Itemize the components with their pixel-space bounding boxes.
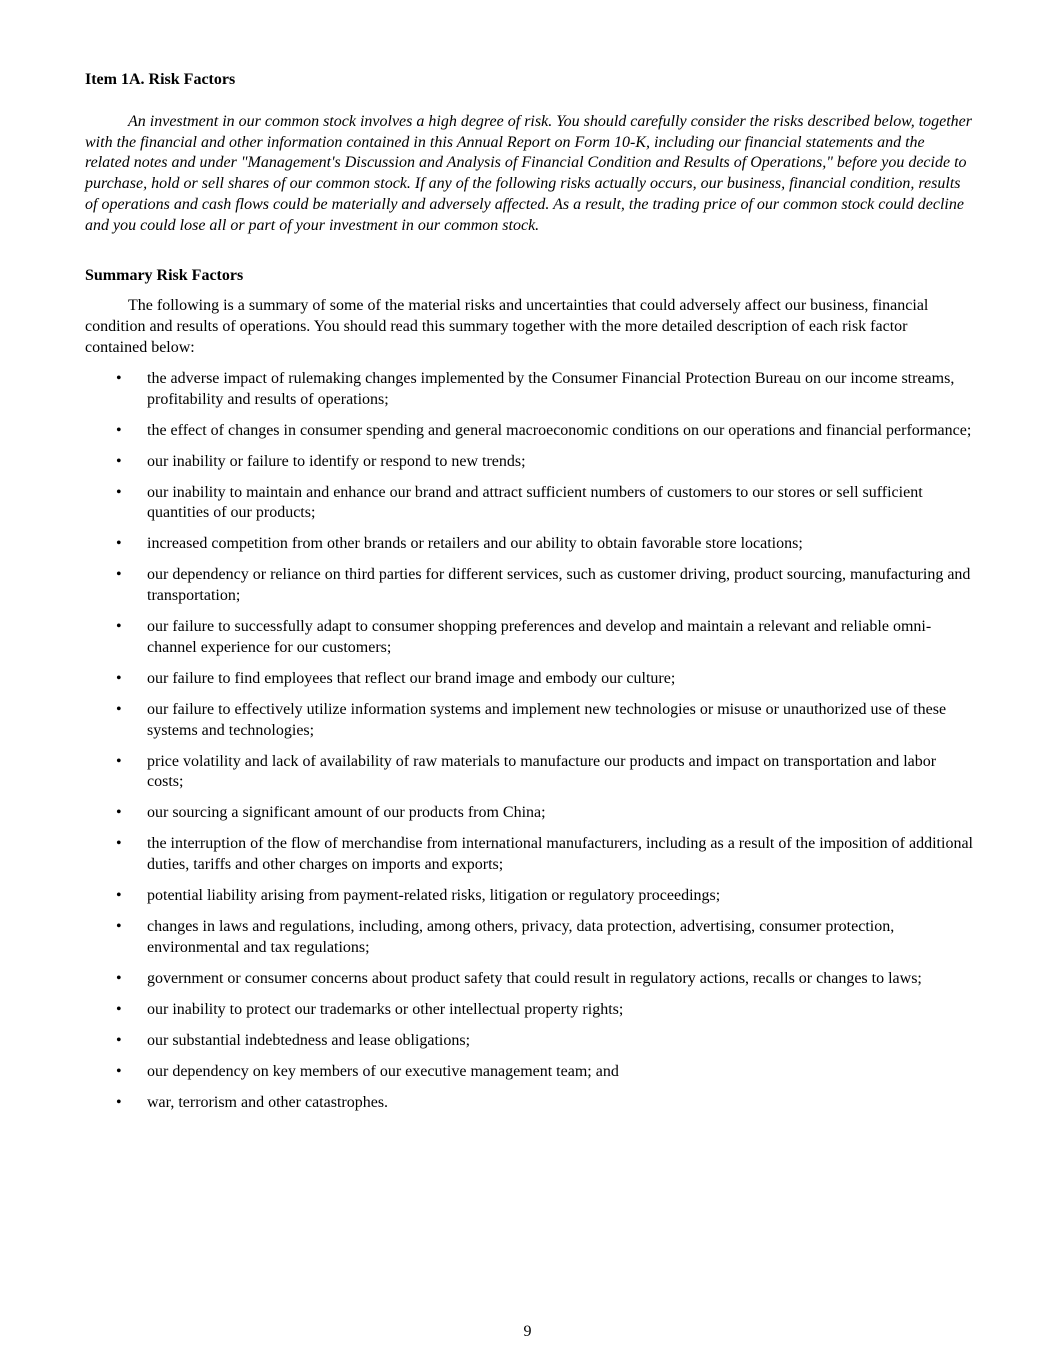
list-item-text: our failure to effectively utilize information systems and implement new technologies or misuse or unauthorized use of these systems and technologies; [147, 700, 947, 739]
list-item-text: our dependency or reliance on third parties for different services, such as customer driving, product sourcing, manufacturing and transportation; [147, 566, 971, 605]
list-item [85, 752, 973, 794]
section-heading: Item 1A. Risk Factors [85, 71, 236, 88]
list-item-text: increased competition from other brands or retailers and our ability to obtain favorable store locations; [147, 535, 803, 553]
list-item-text: the effect of changes in consumer spending and general macroeconomic conditions on our operations and financial performance; [147, 421, 972, 439]
bullet-icon: • [116, 700, 122, 718]
list-item-text: government or consumer concerns about product safety that could result in regulatory actions, recalls or changes to laws; [147, 969, 922, 987]
summary-intro-paragraph: The following is a summary of some of the material risks and uncertainties that could adversely affect our business, financial condition and results of operations. You should read this summary together with the more detailed description of each risk factor contained below: [85, 297, 929, 356]
bullet-icon: • [116, 1093, 122, 1111]
list-item-text: our inability to maintain and enhance our brand and attract sufficient numbers of customers to our stores or sell sufficient quantities of our products; [147, 483, 923, 522]
bullet-icon: • [116, 535, 122, 553]
list-item [85, 369, 973, 411]
bullet-icon: • [116, 887, 122, 905]
bullet-icon: • [116, 752, 122, 770]
list-item [85, 969, 973, 990]
list-item [85, 1062, 973, 1083]
list-item-text: our substantial indebtedness and lease obligations; [147, 1031, 471, 1049]
bullet-icon: • [116, 618, 122, 636]
bullet-icon: • [116, 918, 122, 936]
list-item [85, 483, 973, 525]
list-item-text: our failure to successfully adapt to consumer shopping preferences and develop and maintain a relevant and reliable omni-channel experience for our customers; [147, 618, 932, 656]
list-item [85, 534, 973, 555]
bullet-icon: • [116, 1031, 122, 1049]
bullet-icon: • [116, 804, 122, 822]
list-item-text: our inability or failure to identify or respond to new trends; [147, 452, 526, 470]
list-item [85, 565, 973, 607]
list-item-text: price volatility and lack of availability of raw materials to manufacture our products and impact on transportation and labor costs; [147, 752, 937, 791]
bullet-icon: • [116, 369, 122, 387]
list-item [85, 886, 973, 907]
bullet-icon: • [116, 483, 122, 501]
list-item [85, 700, 973, 742]
intro-paragraph: An investment in our common stock involves a high degree of risk. You should carefully consider the risks described below, together with the financial and other information contained in this Annual Report on Form 10-K, including our financial statements and the related notes and under "Management's Discussion and Analysis of Financial Condition and Results of Operations," before you decide to purchase, hold or sell shares of our common stock. If any of the following risks actually occurs, our business, financial condition, results of operations and cash flows could be materially and adversely affected. As a result, the trading price of our common stock could decline and you could lose all or part of your investment in our common stock. [85, 112, 973, 234]
list-item-text: our failure to find employees that reflect our brand image and embody our culture; [147, 669, 676, 687]
list-item [85, 421, 973, 442]
bullet-icon: • [116, 566, 122, 584]
list-item [85, 803, 973, 824]
list-item-text: our inability to protect our trademarks or other intellectual property rights; [147, 1000, 624, 1018]
list-item [85, 834, 973, 876]
list-item [85, 452, 973, 473]
list-item [85, 669, 973, 690]
document-page [85, 70, 973, 1124]
list-item-text: changes in laws and regulations, including, among others, privacy, data protection, advertising, consumer protection, environmental and tax regulations; [147, 918, 895, 956]
page-number: 9 [523, 1323, 532, 1340]
list-item-text: the interruption of the flow of merchandise from international manufacturers, including as a result of the imposition of additional duties, tariffs and other charges on imports and exports; [147, 835, 973, 874]
bullet-icon: • [116, 1000, 122, 1018]
list-item [85, 1000, 973, 1021]
bullet-icon: • [116, 1062, 122, 1080]
list-item-text: the adverse impact of rulemaking changes implemented by the Consumer Financial Protection Bureau on our income streams, profitability and results of operations; [147, 369, 955, 408]
bullet-icon: • [116, 969, 122, 987]
list-item [85, 1093, 973, 1114]
list-item [85, 917, 973, 959]
list-item-text: war, terrorism and other catastrophes. [147, 1093, 389, 1111]
list-item-text: our dependency on key members of our executive management team; and [147, 1062, 619, 1080]
list-item [85, 1031, 973, 1052]
bullet-icon: • [116, 421, 122, 439]
bullet-icon: • [116, 835, 122, 853]
bullet-icon: • [116, 452, 122, 470]
risk-factor-list [85, 369, 973, 1114]
list-item [85, 617, 973, 659]
list-item-text: potential liability arising from payment-related risks, litigation or regulatory proceedings; [147, 887, 721, 905]
summary-heading: Summary Risk Factors [85, 266, 244, 284]
bullet-icon: • [116, 669, 122, 687]
list-item-text: our sourcing a significant amount of our products from China; [147, 804, 546, 822]
